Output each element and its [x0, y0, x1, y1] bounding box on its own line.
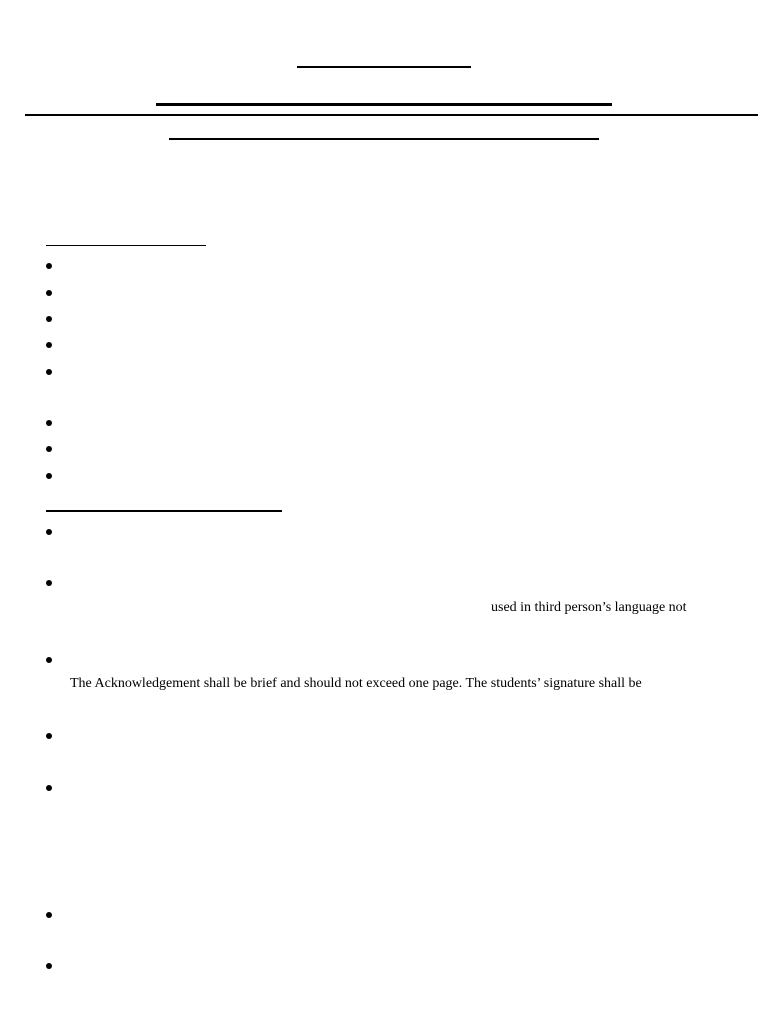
bullet-8	[46, 473, 52, 479]
subheading-underline	[169, 138, 599, 140]
section-heading-underline-1	[46, 245, 206, 246]
bullet-11	[46, 657, 52, 663]
bullet-12	[46, 733, 52, 739]
bullet-1	[46, 263, 52, 269]
acknowledgement-note: The Acknowledgement shall be brief and should not exceed one page. The students’ signature shall be	[70, 676, 642, 691]
header-divider	[25, 114, 758, 116]
bullet-6	[46, 420, 52, 426]
bullet-14	[46, 912, 52, 918]
third-person-note: used in third person’s language not	[491, 600, 687, 615]
bullet-5	[46, 369, 52, 375]
section-heading-underline-2	[46, 510, 282, 512]
bullet-2	[46, 290, 52, 296]
bullet-10	[46, 580, 52, 586]
subtitle-underline	[156, 103, 612, 106]
bullet-3	[46, 316, 52, 322]
title-underline	[297, 66, 471, 68]
bullet-4	[46, 342, 52, 348]
bullet-9	[46, 529, 52, 535]
bullet-13	[46, 785, 52, 791]
bullet-15	[46, 963, 52, 969]
bullet-7	[46, 446, 52, 452]
